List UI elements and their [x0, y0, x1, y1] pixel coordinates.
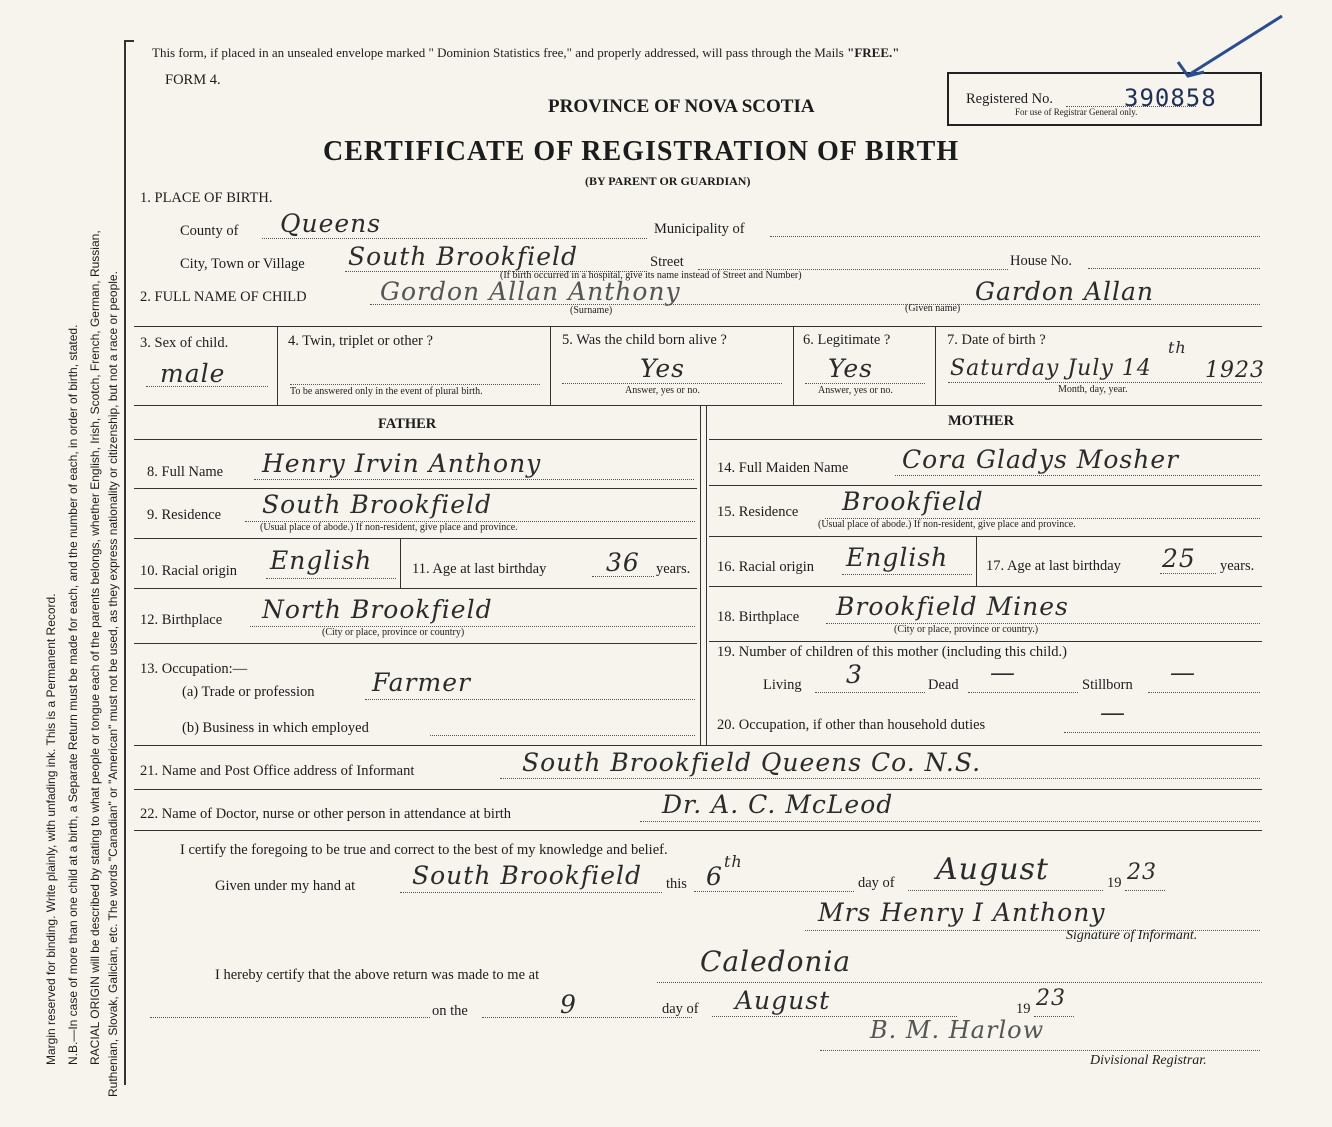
- reg-year: 23: [1036, 986, 1066, 1011]
- mother-age-value: 25: [1162, 544, 1196, 573]
- informant-value: South Brookfield Queens Co. N.S.: [522, 748, 982, 777]
- father-business-line: [430, 735, 695, 736]
- mother-age-label: 17. Age at last birthday: [986, 558, 1121, 574]
- registrar-place: Caledonia: [700, 945, 852, 978]
- father-heading-rule: [134, 439, 697, 440]
- mother-age-unit: years.: [1220, 558, 1255, 574]
- this-line: [694, 891, 854, 892]
- reg-month: August: [735, 986, 831, 1015]
- legit-value: Yes: [828, 354, 873, 383]
- given-label: Given under my hand at: [215, 878, 356, 894]
- father-race-label: 10. Racial origin: [140, 563, 238, 579]
- alive-value: Yes: [640, 354, 685, 383]
- informant-line: [500, 778, 1260, 779]
- place-heading: 1. PLACE OF BIRTH.: [140, 190, 273, 206]
- father-trade-label: (a) Trade or profession: [182, 684, 315, 700]
- dead-value: —: [990, 658, 1016, 687]
- registered-number: 390858: [1124, 84, 1217, 112]
- father-residence-value: South Brookfield: [262, 490, 492, 519]
- stillborn-value: —: [1170, 658, 1196, 687]
- city-value: South Brookfield: [348, 242, 578, 271]
- margin-note-multiple-births: N.B.—In case of more than one child at a birth, a Separate Return must be made for each, and the number of each, in order of birth, stated.: [66, 324, 80, 1065]
- signature-caption: Signature of Informant.: [1066, 928, 1198, 943]
- dob-value: Saturday July 14: [950, 356, 1152, 381]
- mother-age-line: [1160, 573, 1216, 574]
- top-border-corner: [124, 40, 134, 42]
- city-label: City, Town or Village: [180, 256, 305, 272]
- living-line: [815, 692, 925, 693]
- mother-heading-rule: [709, 439, 1262, 440]
- mother-occupation-line: [1064, 732, 1260, 733]
- child-name-value: Gordon Allan Anthony: [380, 277, 681, 306]
- dead-label: Dead: [928, 677, 959, 693]
- stillborn-label: Stillborn: [1082, 677, 1133, 693]
- sex-label: 3. Sex of child.: [140, 335, 229, 351]
- child-name-label: 2. FULL NAME OF CHILD: [140, 289, 307, 305]
- mother-rule-4: [709, 586, 1262, 587]
- mother-heading: MOTHER: [948, 413, 1015, 429]
- this-label: this: [666, 876, 687, 892]
- arrow-mark-icon: [1170, 12, 1290, 82]
- father-trade-line: [365, 699, 695, 700]
- father-age-label: 11. Age at last birthday: [412, 561, 547, 577]
- rule-v4: [935, 326, 936, 405]
- county-label: County of: [180, 223, 239, 239]
- mother-occupation-label: 20. Occupation, if other than household duties: [717, 717, 986, 733]
- registrar-place-line: [657, 982, 1262, 983]
- living-label: Living: [763, 677, 802, 693]
- mother-residence-note: (Usual place of abode.) If non-resident, give place and province.: [818, 519, 1076, 530]
- mother-race-value: English: [846, 543, 949, 572]
- father-heading: FATHER: [378, 416, 437, 432]
- mother-residence-value: Brookfield: [842, 487, 984, 516]
- mother-birthplace-value: Brookfield Mines: [836, 592, 1069, 621]
- mother-race-line: [842, 574, 972, 575]
- house-line: [1088, 268, 1260, 269]
- form-number: FORM 4.: [165, 72, 221, 88]
- father-rule-2: [134, 488, 697, 489]
- on-the-leading-line: [150, 1017, 430, 1018]
- rule-informant-top: [134, 745, 1262, 746]
- month-line: [908, 890, 1103, 891]
- alive-line: [562, 383, 782, 384]
- hospital-note: (If birth occurred in a hospital, give its name instead of Street and Number): [500, 270, 802, 281]
- mother-birthplace-label: 18. Birthplace: [717, 609, 800, 625]
- father-trade-value: Farmer: [372, 668, 471, 697]
- legit-line: [805, 383, 925, 384]
- reg-day: 9: [560, 990, 577, 1019]
- father-birthplace-note: (City or place, province or country): [322, 627, 465, 638]
- informant-signature: Mrs Henry I Anthony: [818, 898, 1106, 927]
- rule-v2: [550, 326, 551, 405]
- alive-label: 5. Was the child born alive ?: [562, 332, 727, 348]
- dob-sup: th: [1168, 338, 1187, 357]
- mother-name-line: [895, 475, 1260, 476]
- margin-note-racial-origin: RACIAL ORIGIN will be described by stating to what people or tongue each of the parents belongs, whether English, Irish, Scotch, French, German, Russian,: [88, 230, 102, 1065]
- doctor-value: Dr. A. C. McLeod: [662, 790, 894, 819]
- mother-rule-5: [709, 641, 1262, 642]
- rule-v3: [793, 326, 794, 405]
- mother-name-label: 14. Full Maiden Name: [717, 460, 849, 476]
- father-name-line: [254, 479, 694, 480]
- month-value: August: [936, 852, 1049, 887]
- mail-notice: This form, if placed in an unsealed envelope marked " Dominion Statistics free," and properly addressed, will pass through the Mails "FREE.": [152, 45, 900, 60]
- county-value: Queens: [280, 209, 382, 238]
- rule-row3-bottom: [134, 405, 1262, 406]
- year-line: [1125, 890, 1165, 891]
- margin-note-binding: Margin reserved for binding. Write plainly, with unfading ink. This is a Permanent Record.: [44, 593, 58, 1065]
- father-residence-note: (Usual place of abode.) If non-resident, give place and province.: [260, 522, 518, 533]
- dob-label: 7. Date of birth ?: [947, 332, 1046, 348]
- reg-day-line: [482, 1017, 692, 1018]
- margin-note-racial-origin-cont: Ruthenian, Slovak, Galician, etc. The words "Canadian" or "American" must not be used, as they express nationality or citizenship, but not a race or people.: [106, 271, 120, 1097]
- certificate-title: CERTIFICATE OF REGISTRATION OF BIRTH: [323, 136, 960, 167]
- father-age-unit: years.: [656, 561, 691, 577]
- twin-label: 4. Twin, triplet or other ?: [288, 333, 433, 349]
- registrar-signature-line: [820, 1050, 1260, 1051]
- mother-rule-2: [709, 485, 1262, 486]
- mother-residence-label: 15. Residence: [717, 504, 799, 520]
- mother-race-label: 16. Racial origin: [717, 559, 815, 575]
- father-race-divider: [400, 538, 401, 588]
- rule-row3-top: [134, 326, 1262, 327]
- father-name-value: Henry Irvin Anthony: [262, 449, 542, 478]
- certificate-subtitle: (BY PARENT OR GUARDIAN): [585, 174, 751, 188]
- father-business-label: (b) Business in which employed: [182, 720, 369, 736]
- reg-dayof: day of: [662, 1001, 699, 1017]
- father-residence-label: 9. Residence: [147, 507, 222, 523]
- dayof-label: day of: [858, 875, 895, 891]
- father-mother-divider-1: [700, 405, 701, 745]
- mother-birthplace-line: [826, 623, 1260, 624]
- mother-children-label: 19. Number of children of this mother (including this child.): [717, 644, 1067, 660]
- given-caption: (Given name): [905, 303, 961, 314]
- registrar-signature: B. M. Harlow: [870, 1016, 1045, 1044]
- father-rule-5: [134, 643, 697, 644]
- street-label: Street: [650, 254, 684, 270]
- twin-line: [290, 384, 540, 385]
- father-rule-3: [134, 538, 697, 539]
- dead-line: [968, 692, 1078, 693]
- legit-label: 6. Legitimate ?: [803, 332, 891, 348]
- mother-occupation-value: —: [1100, 698, 1126, 727]
- alive-note: Answer, yes or no.: [625, 385, 700, 396]
- father-race-line: [266, 578, 396, 579]
- this-day: 6: [706, 862, 723, 891]
- dob-note: Month, day, year.: [1058, 384, 1128, 395]
- dob-year: 1923: [1205, 358, 1265, 383]
- father-rule-4: [134, 588, 697, 589]
- living-value: 3: [846, 660, 863, 689]
- father-birthplace-label: 12. Birthplace: [140, 612, 223, 628]
- rule-v1: [277, 326, 278, 405]
- this-sup: th: [724, 852, 743, 871]
- father-age-value: 36: [606, 548, 640, 577]
- municipality-line: [770, 236, 1260, 237]
- father-mother-divider-2: [706, 405, 707, 745]
- father-race-value: English: [270, 546, 373, 575]
- municipality-label: Municipality of: [654, 221, 745, 237]
- mother-name-value: Cora Gladys Mosher: [902, 445, 1180, 474]
- given-line: [400, 892, 662, 893]
- year-prefix: 19: [1107, 875, 1122, 891]
- father-birthplace-value: North Brookfield: [262, 595, 493, 624]
- mother-rule-3: [709, 536, 1262, 537]
- legit-note: Answer, yes or no.: [818, 385, 893, 396]
- doctor-line: [640, 821, 1260, 822]
- mother-race-divider: [976, 536, 977, 586]
- twin-note: To be answered only in the event of plural birth.: [290, 386, 483, 397]
- left-border: [124, 40, 126, 1085]
- on-the-label: on the: [432, 1003, 468, 1019]
- surname-caption: (Surname): [570, 305, 613, 316]
- father-occupation-label: 13. Occupation:—: [140, 661, 248, 677]
- given-place: South Brookfield: [412, 861, 642, 890]
- certify-text: I certify the foregoing to be true and correct to the best of my knowledge and belief.: [180, 842, 668, 858]
- stillborn-line: [1148, 692, 1260, 693]
- rule-doctor-bottom: [134, 830, 1262, 831]
- registrar-text: I hereby certify that the above return was made to me at: [215, 967, 540, 983]
- province-title: PROVINCE OF NOVA SCOTIA: [548, 96, 815, 117]
- informant-label: 21. Name and Post Office address of Informant: [140, 763, 415, 779]
- father-birthplace-line: [250, 626, 695, 627]
- registrar-caption: Divisional Registrar.: [1090, 1053, 1207, 1068]
- father-name-label: 8. Full Name: [147, 464, 224, 480]
- county-line: [262, 238, 647, 239]
- mother-birthplace-note: (City or place, province or country.): [894, 624, 1039, 635]
- mail-free: "FREE.": [847, 45, 900, 60]
- reg-year-prefix: 19: [1016, 1001, 1031, 1017]
- registered-label: Registered No.: [966, 91, 1053, 107]
- year-value: 23: [1127, 860, 1157, 885]
- house-label: House No.: [1010, 253, 1073, 269]
- sex-value: male: [160, 359, 226, 388]
- child-given-value: Gardon Allan: [975, 277, 1154, 306]
- doctor-label: 22. Name of Doctor, nurse or other person in attendance at birth: [140, 806, 512, 822]
- registrar-note: For use of Registrar General only.: [1015, 107, 1138, 117]
